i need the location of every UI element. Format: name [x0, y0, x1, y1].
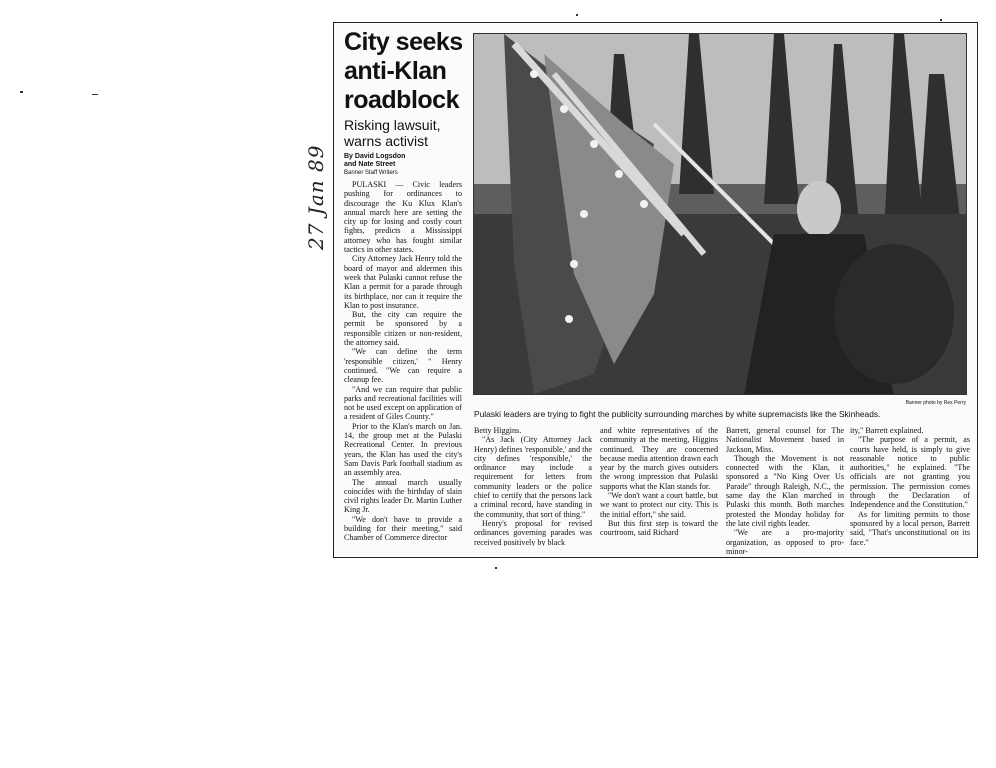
paragraph: PULASKI — Civic leaders pushing for ordinances to discourage the Ku Klux Klan's annual march here are setting the city up for losing and costly court fights, predicts a Mississippi attorney who has fought similar tactics in other states.: [344, 180, 462, 255]
photo-credit: Banner photo by Rex Perry: [905, 400, 966, 406]
scan-speck: [940, 19, 942, 21]
scan-speck: [20, 91, 23, 93]
paragraph: But this first step is toward the courtroom, said Richard: [600, 518, 718, 538]
handwritten-date: 27 Jan 89: [304, 144, 328, 250]
photo-caption: Pulaski leaders are trying to fight the publicity surrounding marches by white supremacists like the Skinheads.: [474, 409, 881, 419]
paragraph: "We don't have to provide a building for their meeting," said Chamber of Commerce director: [344, 514, 462, 543]
byline-author-1: By David Logsdon: [344, 153, 406, 160]
paragraph: Barrett, general counsel for The Nationalist Movement based in Jackson, Miss.: [726, 426, 844, 454]
photo-illustration: [474, 34, 967, 395]
news-photo: [473, 33, 967, 395]
paragraph: "And we can require that public parks and recreational facilities will not be used except on application of a resident of Giles County.": [344, 384, 462, 422]
headline: [344, 28, 466, 115]
paragraph: But, the city can require the permit be sponsored by a responsible citizen or non-resident, the attorney said.: [344, 310, 462, 348]
headline-line-1: City seeks: [344, 28, 463, 56]
paragraph: "We are a pro-majority organization, as opposed to pro-minor-: [726, 528, 844, 556]
paragraph: "As Jack (City Attorney Jack Henry) defines 'responsible,' and the city defines 'responsible,' the ordinance may include a requirement for letters from community leaders or the police chief to certify that the persons lack a criminal record, have standing in the community, that sort of thing.": [474, 435, 592, 519]
headline-line-2: anti-Klan: [344, 57, 447, 85]
paragraph: "We don't want a court battle, but we want to protect our city. This is the initial effort," she said.: [600, 491, 718, 519]
article-column-4: [726, 426, 844, 558]
byline-author-2: and Nate Street: [344, 161, 396, 168]
byline: [344, 153, 469, 177]
paragraph: The annual march usually coincides with the birthday of slain civil rights leader Dr. Martin Luther King Jr.: [344, 477, 462, 515]
paragraph: Though the Movement is not connected with the Klan, it sponsored a "No King Over Us Parade" through Raleigh, N.C., the same day the Klan marched in Pulaski this month. Both marches protested the Monday holiday for the late civil rights leader.: [726, 453, 844, 528]
byline-staff: Banner Staff Writers: [344, 170, 398, 176]
headline-line-3: roadblock: [344, 86, 459, 114]
paragraph: Betty Higgins.: [474, 426, 522, 435]
paragraph: City Attorney Jack Henry told the board of mayor and aldermen this week that Pulaski cannot refuse the Klan a permit for a parade through its birthplace, nor can it require the Klan to post insurance.: [344, 254, 462, 310]
scan-speck: [92, 94, 98, 95]
article-column-3: [600, 426, 718, 558]
paragraph: and white representatives of the community at the meeting, Higgins continued. They are concerned because media attention drawn each year by the march gives outsiders the wrong impression that Pulaski supports what the Klan stands for.: [600, 426, 718, 491]
article-column-1: [344, 180, 462, 545]
paragraph: "We can define the term 'responsible citizen,' " Henry continued. "We can require a cleanup fee.: [344, 347, 462, 385]
paragraph: ity," Barrett explained.: [850, 426, 924, 435]
article-column-2: [474, 426, 592, 546]
paragraph: "The purpose of a permit, as courts have held, is simply to give reasonable notice to public authorities," he explained. "The officials are not granting you permission. The permission comes through the Declaration of Independence and the Constitution.": [850, 435, 970, 510]
paragraph: Henry's proposal for revised ordinances governing parades was received positively by black: [474, 518, 592, 546]
article-column-5: [850, 426, 970, 558]
scan-speck: [576, 14, 578, 16]
subhead: Risking lawsuit, warns activist: [344, 117, 441, 149]
paragraph: As for limiting permits to those sponsored by a local person, Barrett said, "That's unconstitutional on its face.": [850, 509, 970, 547]
paragraph: Prior to the Klan's march on Jan. 14, the group met at the Pulaski Recreational Center. In previous years, the Klan has used the city's Sam Davis Park football stadium as an assembly area.: [344, 421, 462, 478]
scan-speck: [495, 567, 497, 569]
